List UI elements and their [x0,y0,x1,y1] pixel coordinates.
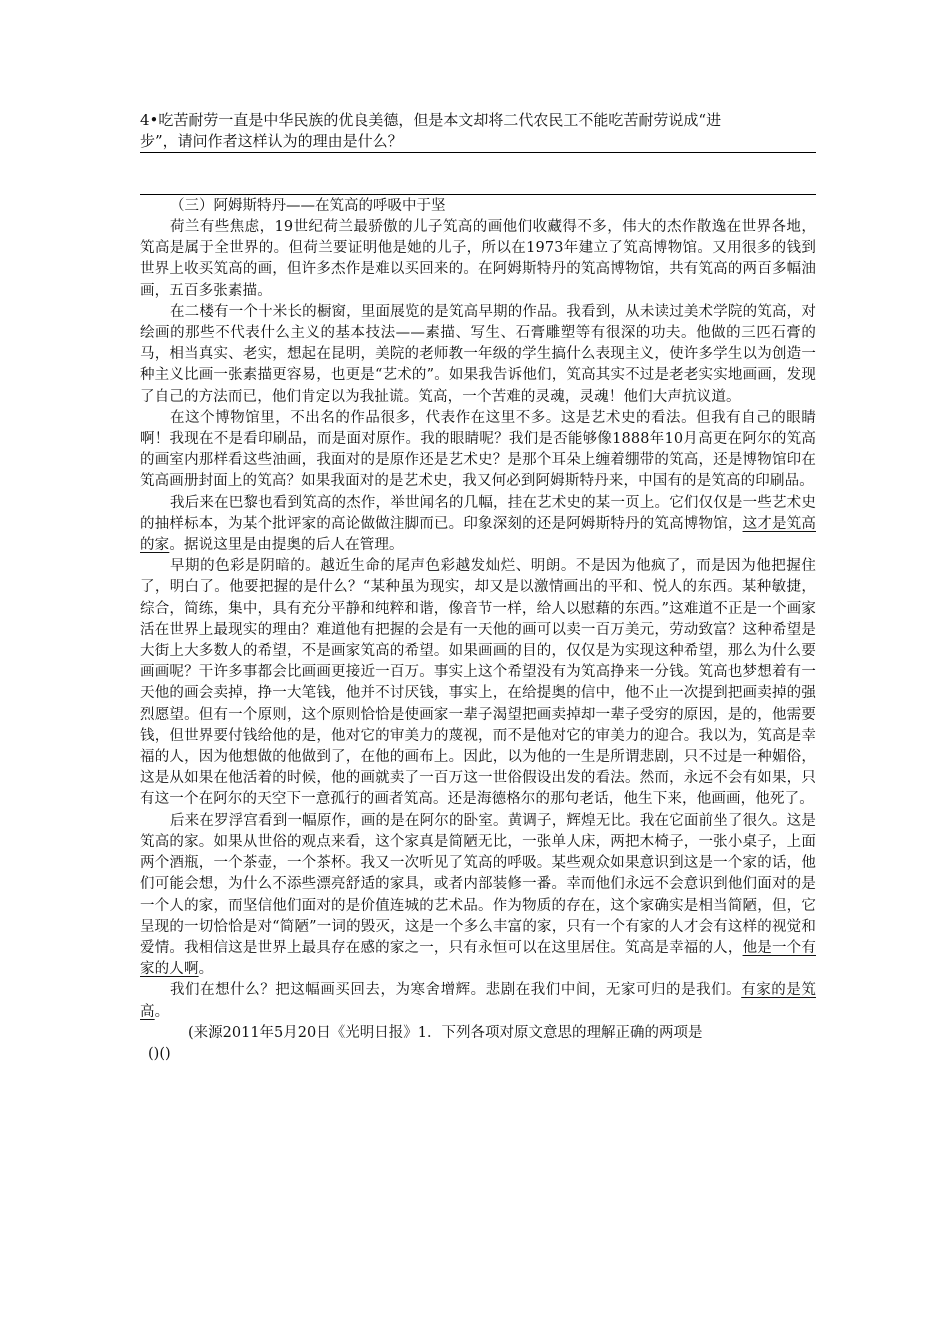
source-line: (来源2011年5月20日《光明日报》1．下列各项对原文意思的理解正确的两项是 [188,1024,703,1041]
answer-blanks: ()() [148,1045,171,1062]
paragraph-6-underlined: 他是一个有家的人啊 [140,939,816,978]
paragraph-6 [140,811,816,981]
section-title: （三）阿姆斯特丹——在笂高的呼吸中于坚 [170,198,446,214]
paragraph-4-underlined: 这才是笂高的家 [140,515,816,554]
document-page [140,110,816,1065]
paragraph-4 [140,493,816,557]
paragraph-5: 早期的色彩是阴暗的。越近生命的尾声色彩越发灿烂、明朗。不是因为他疯了，而是因为他把握住了，明白了。他要把握的是什么？“某种虽为现实，却又是以激情画出的平和、悦人的东西。某种敏捷，综合，简练，集中，具有充分平静和纯粹和谐，像音节一样，给人以慰藉的东西。”这难道不正是一个画家活在世界上最现实的理由？难道他有把握的会是有一天他的画可以卖一百万美元，劳动致富？这种希望是大街上大多数人的希望，不是画家笂高的希望。如果画画的目的，仅仅是为实现这种希望，那么为什么要画画呢？干许多事都会比画画更接近一百万。事实上这个希望没有为笂高挣来一分钱。笂高也梦想着有一天他的画会卖掉，挣一大笔钱，他并不讨厌钱，事实上，在给提奥的信中，他不止一次提到把画卖掉的强烈愿望。但有一个原则，这个原则恰恰是使画家一辈子渴望把画卖掉却一辈子受穷的原因，是的，他需要钱，但世界要付钱给他的是，他对它的审美力的蔑视，而不是他对它的审美力的迎合。我以为，笂高是幸福的人，因为他想做的他做到了，在他的画布上。因此，以为他的一生是所谓悲剧，只不过是一种媚俗，这是从如果在他活着的时候，他的画就卖了一百万这一世俗假设出发的看法。然而，永远不会有如果，只有这一个在阿尔的天空下一意孤行的画者笂高。还是海德格尔的那句老话，他生下来，他画画，他死了。 [140,558,816,808]
paragraph-7-underlined: 有家的是笂高 [140,982,816,1020]
question-4 [140,110,816,152]
paragraph-6-text-a: 后来在罗浮宫看到一幅原作，画的是在阿尔的卧室。黄调子，辉煌无比。我在它面前坐了很久。这是笂高的家。如果从世俗的观点来看，这个家真是简陋无比，一张单人床，两把木椅子，一张小桌子，上面两个酒瓶，一个茶壶，一个茶杯。我又一次听见了笂高的呼吸。某些观众如果意识到这是一个家的话，他们可能会想，为什么不添些漂亮舒适的家具，或者内部装修一番。幸而他们永远不会意识到他们面对的是一个人的家，而坚信他们面对的是价值连城的艺术品。作为物质的存在，这个家确实是相当简陋，但，它呈现的一切恰恰是对“简陋”一词的毁灭，这是一个多么丰富的家，只有一个有家的人才会有这样的视觉和爱情。我相信这是世界上最具存在感的家之一，只有永恒可以在这里居住。笂高是幸福的人， [140,812,816,956]
paragraph-1: 荷兰有些焦虑，19世纪荷兰最骄傲的儿子笂高的画他们收藏得不多，伟大的杰作散逸在世界各地，笂高是属于全世界的。但荷兰要证明他是她的儿子，所以在1973年建立了笂高博物馆。又用很多的钱到世界上收买笂高的画，但许多杰作是难以买回来的。在阿姆斯特丹的笂高博物馆，共有笂高的两百多幅油画，五百多张素描。 [140,219,816,299]
paragraph-7-text-b: 。 [154,1003,170,1020]
paragraph-3: 在这个博物馆里，不出名的作品很多，代表作在这里不多。这是艺术史的看法。但我有自己的眼睛啊！我现在不是看印刷品，而是面对原作。我的眼睛呢？我们是否能够像1888年10月高更在阿尔的笂高的画室内那样看这些油画，我面对的是原作还是艺术史？是那个耳朵上缠着绷带的笂高，还是博物馆印在笂高画册封面上的笂高？如果我面对的是艺术史，我又何必到阿姆斯特丹来，中国有的是笂高的印刷品。 [140,409,816,490]
paragraph-6-text-b: 。 [198,961,214,978]
question-4-line-1: 4•吃苦耐劳一直是中华民族的优良美德，但是本文却将二代农民工不能吃苦耐劳说成“进 [140,111,722,129]
paragraph-7 [140,980,816,1022]
answer-line-2 [140,194,816,195]
question-4-line-2: 步”，请问作者这样认为的理由是什么？ [140,132,403,150]
paragraph-4-text-a: 我后来在巴黎也看到笂高的杰作，举世闻名的几幅，挂在艺术史的某一页上。它们仅仅是一些艺术史的抽样标本，为某个批评家的高论做做注脚而已。印象深刻的还是阿姆斯特丹的笂高博物馆， [140,494,816,532]
paragraph-7-text-a: 我们在想什么？把这幅画买回去，为寒舍增辉。悲剧在我们中间，无家可归的是我们。 [170,982,742,999]
answer-line-1 [140,152,816,153]
paragraph-4-text-b: 。据说这里是由提奥的后人在管理。 [169,537,404,554]
paragraph-2: 在二楼有一个十米长的橱窗，里面展览的是笂高早期的作品。我看到，从未读过美术学院的笂高，对绘画的那些不代表什么主义的基本技法——素描、写生、石膏雕塑等有很深的功夫。他做的三匹石膏的马，相当真实、老实，想起在昆明，美院的老师教一年级的学生搞什么表现主义，使许多学生以为创造一种主义比画一张素描更容易，也更是“艺术的”。如果我告诉他们，笂高其实不过是老老实实地画画，发现了自己的方法而已，他们肯定以为我扯谎。笂高，一个苦难的灵魂，灵魂！他们大声抗议道。 [140,303,816,405]
